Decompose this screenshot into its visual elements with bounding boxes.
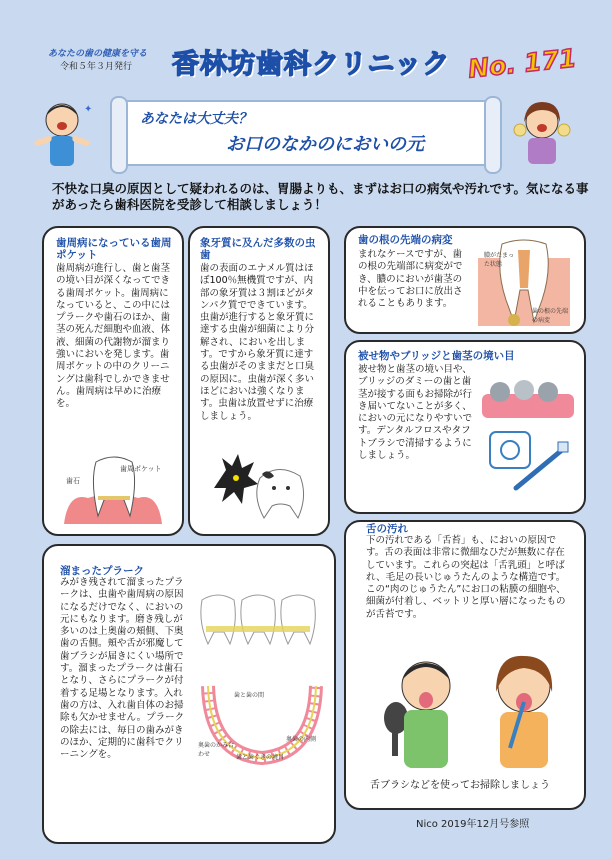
label-pus: 膿がたまった状態 <box>484 252 515 268</box>
card-periodontal-title: 歯周病になっている歯周ポケット <box>56 237 172 261</box>
tagline: あなたの歯の健康を守る <box>48 49 148 59</box>
card-root-body: まれなケースですが、歯の根の先端部に病変ができ、膿のにおいが歯茎の中を伝ってお口に放出されることもあります。 <box>358 249 463 310</box>
card-root-title: 歯の根の先端の病変 <box>358 234 453 246</box>
card-plaque-title: 溜まったプラーク <box>60 565 144 577</box>
boy-illustration <box>28 96 104 172</box>
girl-illustration <box>506 96 578 168</box>
card-tongue-body: 下の汚れである「舌苔」も、においの原因です。舌の表面は非常に微細なひだが無数に存在しています。これらの突起は「舌乳頭」と呼ばれ、毛足の長いじゅうたんのような構造です。この“肉のじゅうたん”にお口の粘膜の細胞や、細菌が付着し、ベットリと厚い層になったものが舌苔です。 <box>366 535 566 620</box>
card-caries-title: 象牙質に及んだ多数の虫歯 <box>200 237 316 261</box>
issue-number: No. 171 <box>466 43 578 84</box>
label-back-molar: 奥歯のかみ合わせ <box>198 742 235 758</box>
bridge-floss-illustration <box>476 376 576 498</box>
svg-text:✦: ✦ <box>84 104 93 115</box>
clinic-name: 香林坊歯科クリニック <box>172 49 451 80</box>
tongue-caption: 舌ブラシなどを使ってお掃除しましょう <box>370 780 550 791</box>
plaque-teeth-illustration <box>198 592 320 646</box>
card-tongue-title: 舌の汚れ <box>366 523 408 535</box>
label-gumline: 歯と歯ぐきの境目 <box>236 754 285 761</box>
label-between-teeth: 歯と歯の間 <box>234 692 265 699</box>
card-periodontal-body: 歯周病が進行し、歯と歯茎の境い目が深くなってできる歯周ポケット。歯周病になっていると、この中にはプラークや歯石のほか、歯茎の死んだ細胞や血液、体液、細菌の代謝物が溜まり強いにおいを発します。歯周ポケットの中のクリーニングは歯科でしかできません。歯周病は早めに治療を。 <box>56 263 171 410</box>
tongue-check-illustration <box>380 648 576 770</box>
label-root-tip: 歯の根の先端の病変 <box>532 308 569 324</box>
issue-date: 令和５年３月発行 <box>60 62 133 72</box>
card-bridge-body: 被せ物と歯茎の境い目や、ブリッジのダミーの歯と歯茎が接する面もお掃除が行き届いてないことが多く、においの元になりやすいです。デンタルフロスやタフトブラシで清掃するようにしましょう。 <box>358 364 473 462</box>
card-bridge-title: 被せ物やブリッジと歯茎の境い目 <box>358 350 515 362</box>
label-tartar: 歯石 <box>66 477 80 485</box>
card-caries-body: 歯の表面のエナメル質はほぼ100％無機質ですが、内部の象牙質は３割ほどがタンパク質でできています。虫歯が進行すると象牙質に達する虫歯が細菌により分解され、においを出します。ですから象牙質に達する虫歯がそのままだと口臭の原因に。虫歯が深く多いほどにおいは強くなります。虫歯は放置せずに治療しましょう。 <box>200 263 315 422</box>
cavity-germ-illustration <box>208 444 318 520</box>
intro-text: 不快な口臭の原因として疑われるのは、胃腸よりも、まずはお口の病気や汚れです。気になる事があったら歯科医院を受診して相談しましょう！ <box>52 181 589 212</box>
headline-line1: あなたは大丈夫？ <box>140 111 252 127</box>
headline-line2: お口のなかのにおいの元 <box>226 134 424 155</box>
reference-note: Nico 2019年12月号参照 <box>416 819 530 830</box>
label-inner-molar: 奥歯の内側 <box>286 736 317 743</box>
label-pocket: 歯周ポケット <box>120 465 162 473</box>
card-plaque-body: みがき残されて溜まったプラークは、虫歯や歯周病の原因になるだけでなく、においの元にもなります。磨き残しが多いのは上奥歯の頬側、下奥歯の舌側。頬や舌が邪魔して歯ブラシが届きにくい場所です。溜まったプラークは歯石となり、さらにプラークが付着する足場となります。入れ歯の方は、入れ歯自体のお掃除も欠かせません。プラークの除去には、毎日の歯みがきのほか、定期的に歯科でクリーニングを。 <box>60 577 185 761</box>
